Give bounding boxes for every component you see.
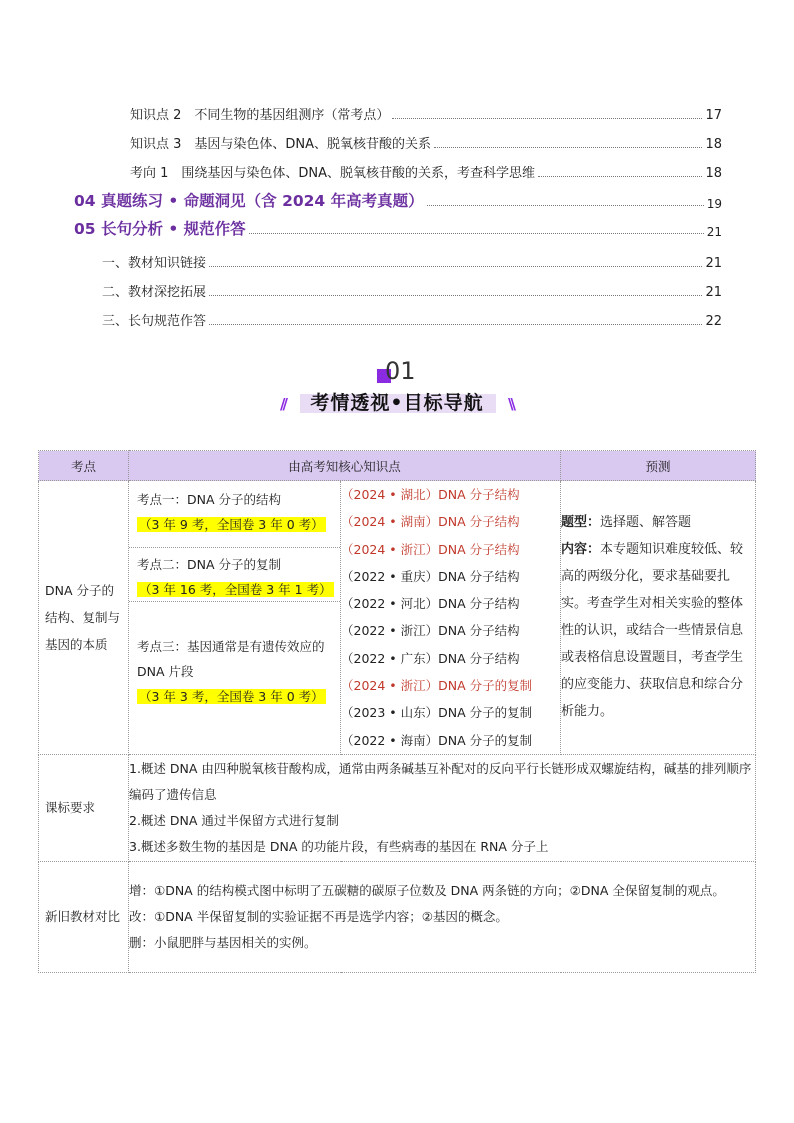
toc-entry[interactable] bbox=[130, 162, 722, 181]
toc-page: 18 bbox=[705, 137, 722, 152]
toc-page: 21 bbox=[705, 285, 722, 300]
toc-label: 知识点 2 不同生物的基因组测序（常考点） bbox=[130, 108, 390, 123]
toc-leader bbox=[434, 147, 702, 148]
source-item: （2024 • 浙江）DNA 分子结构 bbox=[341, 541, 520, 557]
header-prediction: 预测 bbox=[561, 451, 756, 481]
knowledge-name: 考点一：DNA 分子的结构 bbox=[137, 492, 282, 507]
standard-item: 1.概述 DNA 由四种脱氧核苷酸构成，通常由两条碱基互补配对的反向平行长链形成双螺旋结构，碱基的排列顺序编码了遗传信息 bbox=[129, 760, 752, 802]
toc-leader bbox=[392, 118, 702, 119]
compare-item: 删：小鼠肥胖与基因相关的实例。 bbox=[129, 934, 317, 950]
section-banner bbox=[0, 355, 794, 425]
table-row bbox=[39, 754, 756, 861]
toc-label: 考向 1 围绕基因与染色体、DNA、脱氧核苷酸的关系，考查科学思维 bbox=[130, 166, 536, 181]
table-row bbox=[39, 861, 756, 972]
toc-leader bbox=[249, 233, 704, 234]
knowledge-cell bbox=[129, 481, 341, 755]
toc-leader bbox=[209, 295, 702, 296]
toc-entry[interactable] bbox=[102, 310, 722, 329]
toc-leader bbox=[209, 324, 702, 325]
prediction-content-text: 本专题知识难度较低、较高的两级分化，要求基础要扎实。考查学生对相关实验的整体性的认识，或结合一些情景信息或表格信息设置题目，考查学生的应变能力、获取信息和综合分析能力。 bbox=[561, 542, 744, 720]
prediction-cell bbox=[561, 481, 756, 755]
toc-label: 知识点 3 基因与染色体、DNA、脱氧核苷酸的关系 bbox=[130, 137, 432, 152]
toc-entry-major[interactable] bbox=[74, 189, 722, 211]
knowledge-point bbox=[129, 481, 340, 547]
knowledge-name: 考点三：基因通常是有遗传效应的 DNA 片段 bbox=[137, 639, 325, 679]
knowledge-point bbox=[129, 547, 340, 601]
prediction-type-label: 题型： bbox=[561, 515, 601, 531]
exam-analysis-table bbox=[38, 450, 756, 973]
source-item: （2023 • 山东）DNA 分子的复制 bbox=[341, 705, 533, 721]
toc-entry-major[interactable] bbox=[74, 217, 722, 239]
topic-cell: DNA 分子的结构、复制与基因的本质 bbox=[39, 481, 129, 755]
standard-item: 2.概述 DNA 通过半保留方式进行复制 bbox=[129, 812, 339, 828]
compare-item: 改：①DNA 半保留复制的实验证据不再是选学内容；②基因的概念。 bbox=[129, 908, 508, 924]
table-header-row bbox=[39, 451, 756, 481]
toc-entry[interactable] bbox=[130, 133, 722, 152]
compare-item: 增：①DNA 的结构模式图中标明了五碳糖的碳原子位数及 DNA 两条链的方向；②DNA 全保留复制的观点。 bbox=[129, 882, 725, 898]
standard-label-cell: 课标要求 bbox=[39, 754, 129, 861]
section-number: 01 bbox=[385, 357, 416, 385]
knowledge-stat: （3 年 9 考，全国卷 3 年 0 考） bbox=[139, 517, 324, 532]
header-knowledge: 由高考知核心知识点 bbox=[129, 451, 561, 481]
knowledge-stat: （3 年 3 考，全国卷 3 年 0 考） bbox=[139, 689, 324, 704]
toc-page: 22 bbox=[705, 314, 722, 329]
prediction-type-text: 选择题、解答题 bbox=[600, 515, 692, 531]
toc-page: 19 bbox=[706, 197, 722, 211]
header-topic: 考点 bbox=[39, 451, 129, 481]
toc-page: 21 bbox=[706, 225, 722, 239]
right-slash-decoration: \\ bbox=[508, 395, 513, 413]
toc-leader bbox=[427, 205, 704, 206]
toc-entry[interactable] bbox=[102, 281, 722, 300]
source-item: （2022 • 重庆）DNA 分子结构 bbox=[341, 568, 520, 584]
knowledge-name: 考点二：DNA 分子的复制 bbox=[137, 557, 282, 572]
standard-cell bbox=[129, 754, 756, 861]
table-row bbox=[39, 481, 756, 755]
knowledge-point bbox=[129, 601, 340, 715]
toc-entry[interactable] bbox=[130, 104, 722, 123]
knowledge-stat: （3 年 16 考，全国卷 3 年 1 考） bbox=[139, 582, 332, 597]
source-item: （2024 • 浙江）DNA 分子的复制 bbox=[341, 678, 533, 694]
toc-leader bbox=[538, 176, 702, 177]
toc-leader bbox=[209, 266, 702, 267]
prediction-type bbox=[561, 509, 755, 536]
toc-label: 二、教材深挖拓展 bbox=[102, 285, 207, 300]
source-item: （2022 • 河北）DNA 分子结构 bbox=[341, 596, 520, 612]
source-item: （2022 • 浙江）DNA 分子结构 bbox=[341, 623, 520, 639]
left-slash-decoration: // bbox=[280, 395, 285, 413]
source-item: （2024 • 湖北）DNA 分子结构 bbox=[341, 487, 520, 502]
prediction-content bbox=[561, 536, 755, 725]
prediction-content-label: 内容： bbox=[561, 542, 601, 558]
toc-entry[interactable] bbox=[102, 252, 722, 271]
toc-label: 一、教材知识链接 bbox=[102, 256, 207, 271]
standard-item: 3.概述多数生物的基因是 DNA 的功能片段，有些病毒的基因在 RNA 分子上 bbox=[129, 838, 549, 854]
compare-cell bbox=[129, 861, 756, 972]
toc-label: 三、长句规范作答 bbox=[102, 314, 207, 329]
toc-label: 05 长句分析 • 规范作答 bbox=[74, 220, 246, 238]
source-item: （2022 • 海南）DNA 分子的复制 bbox=[341, 732, 533, 748]
toc-page: 21 bbox=[705, 256, 722, 271]
source-item: （2022 • 广东）DNA 分子结构 bbox=[341, 650, 520, 666]
toc-page: 18 bbox=[705, 166, 722, 181]
section-title: 考情透视•目标导航 bbox=[310, 392, 484, 414]
source-list-cell bbox=[341, 481, 561, 755]
toc-page: 17 bbox=[705, 108, 722, 123]
source-item: （2024 • 湖南）DNA 分子结构 bbox=[341, 514, 520, 530]
toc-label: 04 真题练习 • 命题洞见（含 2024 年高考真题） bbox=[74, 192, 424, 210]
compare-label-cell: 新旧教材对比 bbox=[39, 861, 129, 972]
